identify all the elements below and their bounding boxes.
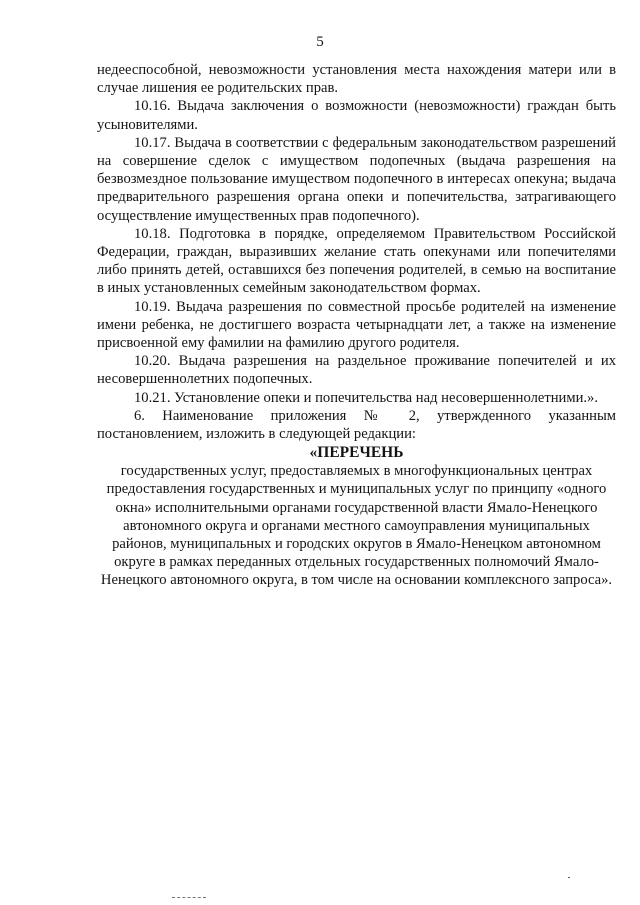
- paragraph-10-21: 10.21. Установление опеки и попечительства над несовершеннолетними.».: [134, 389, 598, 406]
- paragraph-10-17: 10.17. Выдача в соответствии с федеральным законодательством разрешений на совершение сделок с имуществом подопечных (выдача разрешения на безвозмездное пользование имуществом подопечного в интересах опекуна; выдача предварительного разрешения органа опеки и попечительства, затрагивающего осуществление имущественных прав подопечного).: [97, 134, 616, 224]
- paragraph-10-18: 10.18. Подготовка в порядке, определяемом Правительством Российской Федерации, граждан, выразивших желание стать опекунами или попечителями либо принять детей, оставшихся без попечения родителей, в семью на воспитание в иных установленных семейным законодательством формах.: [97, 225, 616, 297]
- list-heading: «ПЕРЕЧЕНЬ: [309, 444, 404, 462]
- list-heading-body: государственных услуг, предоставляемых в многофункциональных центрах предоставления государственных и муниципальных услуг по принципу «одного окна» исполнительными органами государственной власти Ямало-Ненецкого автономного округа и органами местного самоуправления муниципальных районов, муниципальных и городских округов в Ямало-Ненецком автономном округе в рамках переданных отдельных государственных полномочий Ямало-Ненецкого автономного округа, в том числе на основании комплексного запроса».: [100, 463, 613, 589]
- scan-mark-bottom: [172, 897, 206, 899]
- paragraph-10-20: 10.20. Выдача разрешения на раздельное проживание попечителей и их несовершеннолетних подопечных.: [97, 353, 616, 388]
- paragraph-continuation: недееспособной, невозможности установления места нахождения матери или в случае лишения ее родительских прав.: [97, 62, 616, 97]
- paragraph-10-19: 10.19. Выдача разрешения по совместной просьбе родителей на изменение имени ребенка, не достигшего возраста четырнадцати лет, а также на изменение присвоенной ему фамилии на фамилию другого родителя.: [97, 298, 616, 352]
- scan-mark: [568, 877, 570, 878]
- paragraph-10-16: 10.16. Выдача заключения о возможности (невозможности) граждан быть усыновителями.: [97, 98, 616, 133]
- document-body: [97, 61, 616, 590]
- paragraph-item-6: 6. Наименование приложения № 2, утвержденного указанным постановлением, изложить в следующей редакции:: [97, 407, 616, 443]
- page-number: 5: [316, 34, 324, 50]
